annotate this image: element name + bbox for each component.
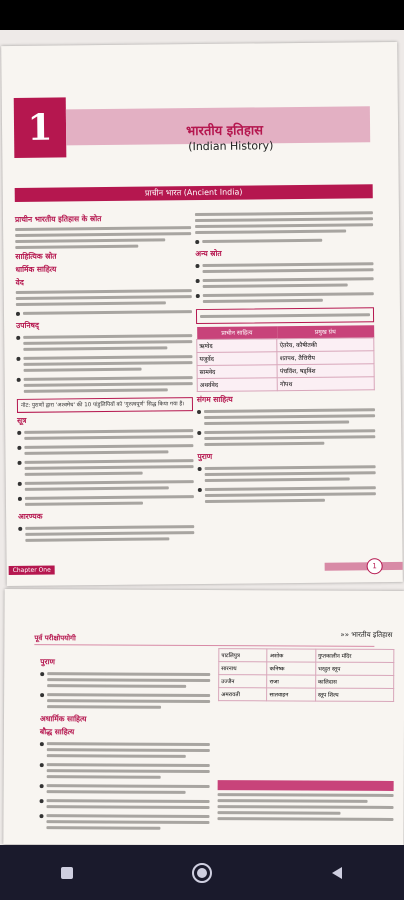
left-column: [15, 210, 194, 545]
section-heading: अन्य स्रोत: [195, 248, 222, 259]
table-row: अमरावती सातवाहन स्तूप शिल्प: [219, 688, 394, 702]
table-row: ऋग्वेद ऐतरेय, कौषीतकी: [197, 338, 374, 353]
list-item: [16, 352, 192, 375]
square-icon: [60, 866, 74, 880]
section-heading: संगम साहित्य: [196, 394, 233, 405]
running-header-right: »» भारतीय इतिहास: [340, 630, 393, 639]
book-page-2: [3, 589, 404, 845]
note-box-right: [196, 307, 374, 324]
list-item: [198, 462, 376, 485]
chapter-title: भारतीय इतिहास: [186, 123, 264, 140]
home-button[interactable]: [182, 853, 222, 893]
list-item: [17, 456, 193, 479]
chapter-subtitle: (Indian History): [188, 139, 274, 154]
right-column: [195, 208, 376, 506]
recent-apps-button[interactable]: [47, 853, 87, 893]
left-column: [39, 654, 210, 833]
list-item: [16, 307, 192, 318]
table-row: अथर्ववेद गोपथ: [197, 377, 374, 392]
document-viewer[interactable]: [0, 30, 404, 845]
list-item: [196, 289, 374, 306]
back-button[interactable]: [317, 853, 357, 893]
list-item: [198, 483, 376, 506]
sites-table: [218, 648, 394, 702]
list-item: [40, 739, 210, 761]
second-table: [217, 790, 393, 824]
footer-strip: [325, 562, 403, 571]
literature-table: [196, 325, 375, 392]
chapter-number-box: 1: [14, 97, 67, 158]
list-item: [197, 405, 375, 428]
page-number: 1: [367, 558, 383, 574]
section-heading: साहित्यिक स्रोत: [15, 251, 57, 261]
footer-label: Chapter One: [9, 566, 55, 575]
table-header: प्राचीन साहित्य: [197, 326, 277, 339]
right-column: [218, 648, 394, 702]
section-heading: वेद: [15, 277, 24, 287]
note-box: नोट: पुराणों द्वारा 'अश्वमेध' की 10 पांडुलिपियों को 'गुरुत्वपूर्ण' सिद्ध किया गया है।: [17, 397, 193, 413]
book-page-1: [1, 42, 403, 586]
list-item: [195, 235, 373, 246]
table-row: यजुर्वेद शतपथ, तैत्तिरीय: [197, 351, 374, 366]
list-item: [40, 690, 210, 712]
list-item: [17, 373, 193, 396]
section-heading: प्राचीन भारतीय इतिहास के स्रोत: [14, 214, 102, 224]
list-item: [40, 796, 210, 812]
list-item: [197, 426, 375, 449]
list-item: [16, 331, 192, 354]
circle-icon: [191, 862, 213, 884]
table-row: पाटलिपुत्र अशोक गुप्तकालीन मंदिर: [219, 649, 394, 663]
list-item: [39, 811, 209, 833]
section-heading: सूत्र: [17, 415, 27, 425]
back-triangle-icon: [329, 865, 345, 881]
list-item: [18, 492, 194, 509]
running-header-left: पूर्व परीक्षोपयोगी: [34, 634, 76, 643]
table-row: उज्जैन राजा कालिदास: [219, 675, 394, 689]
era-banner: प्राचीन भारत (Ancient India): [15, 184, 373, 202]
list-item: [40, 781, 210, 797]
section-heading: उपनिषद्: [16, 320, 39, 330]
list-item: [40, 760, 210, 782]
section-heading: पुराण: [40, 657, 56, 667]
section-heading: पुराण: [197, 451, 213, 462]
list-item: [40, 669, 210, 691]
header-rule: [34, 644, 374, 647]
section-heading: धार्मिक साहित्य: [15, 264, 57, 274]
section-heading: अधार्मिक साहित्य: [39, 714, 87, 724]
section-heading: आरण्यक: [18, 511, 43, 521]
navigation-bar: [0, 845, 404, 900]
table-row: सामवेद पंचविंश, षड्विंश: [197, 364, 374, 379]
section-heading: बौद्ध साहित्य: [39, 727, 75, 737]
table-row: सारनाथ कनिष्क भरहुत स्तूप: [219, 662, 394, 676]
list-item: [18, 522, 194, 545]
table-header: प्रमुख ग्रंथ: [277, 325, 374, 339]
